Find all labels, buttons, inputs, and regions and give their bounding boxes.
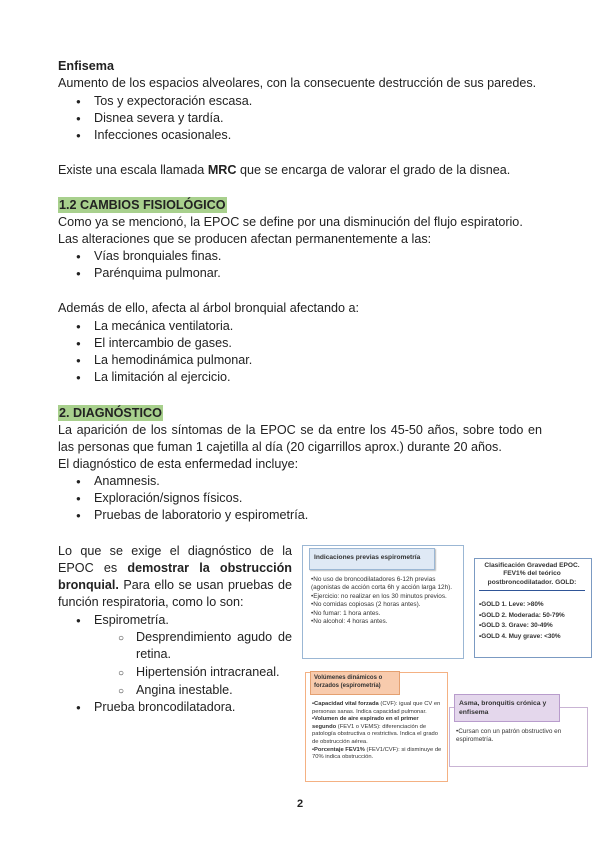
clasificacion-title: Clasificación Gravedad EPOC. FEV1% del teórico postbroncodilatador. GOLD: — [479, 562, 585, 591]
paragraph-line: La aparición de los síntomas de la EPOC se da entre los 45-50 años, sobre todo en — [58, 423, 542, 437]
sub-list-item: ○ Angina inestable. — [118, 682, 233, 699]
list-item: ● Tos y expectoración escasa. — [76, 93, 252, 110]
list-item: ● Espirometría. — [76, 612, 169, 629]
paragraph-line: Lo que se exige el diagnóstico de la — [58, 544, 292, 558]
list-item: •GOLD 1. Leve: >80% — [479, 601, 544, 608]
list-item: ● La mecánica ventilatoria. — [76, 318, 233, 335]
paragraph-line: EPOC es demostrar la obstrucción — [58, 561, 292, 575]
list-item: •GOLD 4. Muy grave: <30% — [479, 632, 561, 640]
list-item: •GOLD 2. Moderada: 50-79% — [479, 611, 565, 619]
list-item: •Porcentaje FEV1% (FEV1/CVF): si disminuye de 70% indica obstrucción. — [312, 746, 442, 761]
section-heading-cambios: 1.2 CAMBIOS FISIOLÓGICO — [59, 198, 226, 212]
list-item: ● Exploración/signos físicos. — [76, 490, 242, 507]
paragraph-line: Además de ello, afecta al árbol bronquial afectando a: — [58, 301, 360, 315]
list-item: •No uso de broncodilatadores 6-12h previas (agonistas de acción corta 6h y acción larga 12h). — [311, 576, 453, 592]
indicaciones-box — [302, 545, 464, 659]
asma-title: Asma, bronquitis crónica y enfisema — [459, 700, 547, 716]
list-item: ● Parénquima pulmonar. — [76, 265, 221, 282]
indicaciones-title: Indicaciones previas espirometría — [314, 554, 421, 561]
sub-list-item: ○ Desprendimiento agudo de — [118, 629, 292, 646]
enfisema-description: Aumento de los espacios alveolares, con la consecuente destrucción de sus paredes. — [58, 76, 537, 90]
volumenes-title-tab — [310, 671, 400, 695]
volumenes-title: Volúmenes dinámicos o forzados (espirometría) — [314, 675, 383, 690]
paragraph-line: función respiratoria, como lo son: — [58, 595, 244, 609]
page-number: 2 — [296, 798, 304, 810]
list-item: •No fumar: 1 hora antes. — [311, 609, 381, 617]
list-item: ● Anamnesis. — [76, 473, 160, 490]
list-item: ● La hemodinámica pulmonar. — [76, 352, 252, 369]
sub-list-continuation: retina. — [136, 647, 172, 661]
asma-box — [449, 700, 588, 767]
paragraph-line: Como ya se mencionó, la EPOC se define por una disminución del flujo espiratorio. — [58, 215, 523, 229]
section-heading-diagnostico: 2. DIAGNÓSTICO — [59, 406, 162, 420]
asma-item: •Cursan con un patrón obstructivo en espirometría. — [456, 728, 562, 744]
paragraph-line: bronquial. Para ello se usan pruebas de — [58, 578, 292, 592]
list-item: •GOLD 3. Grave: 30-49% — [479, 622, 553, 630]
list-item: •Ejercicio: no realizar en los 30 minutos previos. — [311, 592, 447, 600]
list-item: •Capacidad vital forzada (CVF): igual que CV en personas sanas. Indica capacidad pulmonar. — [312, 701, 441, 715]
clasificacion-box — [474, 558, 592, 658]
list-item: ● Prueba broncodilatadora. — [76, 699, 235, 716]
list-item: ● El intercambio de gases. — [76, 335, 232, 352]
list-item: ● Pruebas de laboratorio y espirometría. — [76, 507, 308, 524]
list-item: •No alcohol: 4 horas antes. — [311, 618, 388, 626]
section-title-enfisema: Enfisema — [58, 59, 114, 73]
list-item: ● Vías bronquiales finas. — [76, 248, 221, 265]
sub-list-item: ○ Hipertensión intracraneal. — [118, 664, 280, 681]
mrc-paragraph: Existe una escala llamada MRC que se encarga de valorar el grado de la disnea. — [58, 163, 511, 177]
paragraph-line: El diagnóstico de esta enfermedad incluye: — [58, 457, 299, 471]
indicaciones-list — [311, 576, 457, 626]
volumenes-list — [312, 701, 444, 762]
indicaciones-title-tab — [309, 548, 435, 570]
list-item: ● La limitación al ejercicio. — [76, 369, 231, 386]
paragraph-line: Las alteraciones que se producen afectan permanentemente a las: — [58, 232, 432, 246]
gold-list — [479, 600, 587, 642]
list-item: ● Infecciones ocasionales. — [76, 127, 231, 144]
volumenes-box — [305, 672, 448, 782]
list-item: ● Disnea severa y tardía. — [76, 110, 224, 127]
paragraph-line: las personas que fuman 1 cajetilla al día (20 cigarrillos aprox.) durante 20 años. — [58, 440, 502, 454]
list-item: •Volumen de aire espirado en el primer segundo (FEV1 o VEMS): diferenciación de patología obstructiva o restrictiva. Indica el grado de obstrucción aérea. — [312, 716, 438, 745]
asma-title-tab — [454, 694, 560, 722]
list-item: •No comidas copiosas (2 horas antes). — [311, 601, 421, 609]
